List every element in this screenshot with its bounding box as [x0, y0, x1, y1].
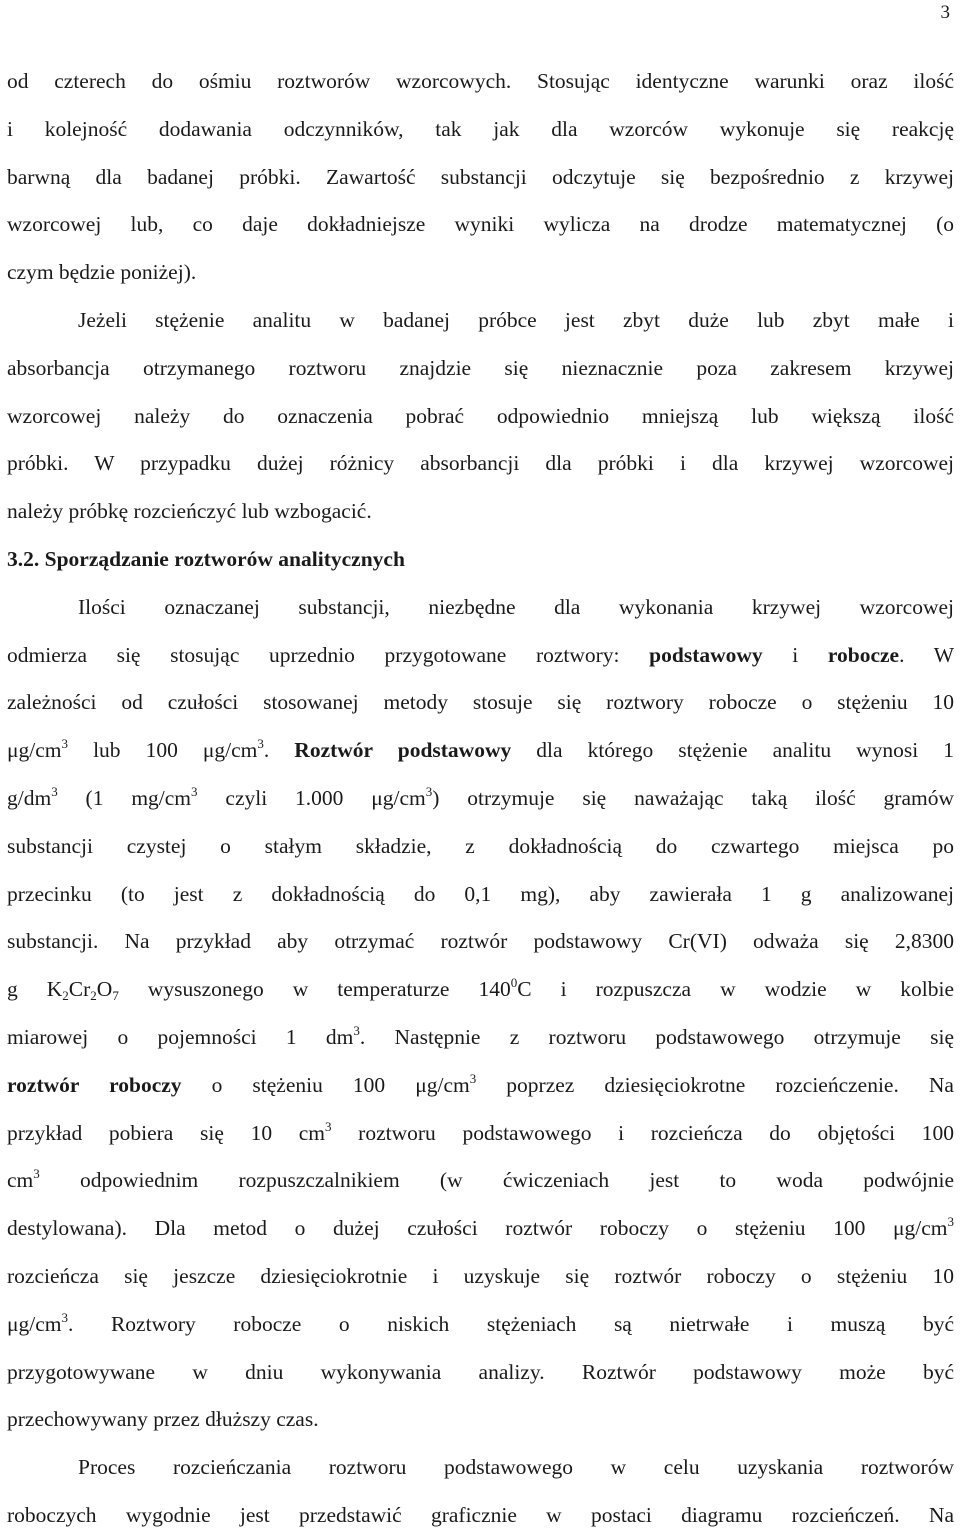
- text-line: [7, 58, 954, 106]
- superscript: 3: [353, 1022, 360, 1038]
- text-line: [7, 1253, 954, 1301]
- text-run: Cr: [68, 977, 91, 1002]
- superscript: 3: [425, 783, 433, 799]
- text-run: przykład pobiera się 10 cm: [7, 1120, 326, 1145]
- text-line: [7, 1014, 954, 1062]
- text-run: .: [263, 738, 295, 763]
- text-line: [7, 297, 954, 345]
- text-run: μg/cm: [7, 1311, 62, 1336]
- text-run: należy próbkę rozcieńczyć lub wzbogacić.: [7, 499, 372, 524]
- text-run: przygotowywane w dniu wykonywania analizy. Roztwór podstawowy może być: [7, 1359, 954, 1384]
- superscript: 3: [191, 783, 198, 799]
- text-line: [7, 106, 954, 154]
- text-line: [7, 679, 954, 727]
- text-run: czym będzie poniżej).: [7, 260, 197, 285]
- text-run: przecinku (to jest z dokładnością do 0,1 mg), aby zawierała 1 g analizowanej: [7, 881, 954, 906]
- page-body: [7, 58, 954, 1540]
- text-run: Jeżeli stężenie analitu w badanej próbce jest zbyt duże lub zbyt małe i: [78, 307, 954, 332]
- text-run: od czterech do ośmiu roztworów wzorcowych. Stosując identyczne warunki oraz ilość: [7, 69, 954, 93]
- text-line: [7, 1396, 954, 1444]
- text-run: destylowana). Dla metod o dużej czułości roztwór roboczy o stężeniu 100 μg/cm: [7, 1216, 948, 1241]
- text-run: o stężeniu 100 μg/cm: [181, 1072, 470, 1097]
- bold-text: Roztwór podstawowy: [294, 738, 512, 763]
- text-line: [7, 584, 954, 632]
- subscript: 2: [90, 988, 97, 1004]
- text-run: odpowiednim rozpuszczalnikiem (w ćwiczeniach jest to woda podwójnie: [39, 1168, 954, 1193]
- text-run: absorbancja otrzymanego roztworu znajdzie się nieznacznie poza zakresem krzywej: [7, 355, 954, 380]
- text-run: substancji czystej o stałym składzie, z dokładnością do czwartego miejsca po: [7, 833, 954, 858]
- text-run: dla którego stężenie analitu wynosi 1: [511, 738, 955, 763]
- text-run: rozcieńcza się jeszcze dziesięciokrotnie i uzyskuje się roztwór roboczy o stężeniu 10: [7, 1263, 954, 1288]
- superscript: 3: [61, 736, 69, 752]
- superscript: 3: [947, 1214, 954, 1230]
- text-run: . Roztwory robocze o niskich stężeniach są nietrwałe i muszą być: [68, 1311, 954, 1336]
- text-line: [7, 536, 954, 584]
- text-run: wzorcowej należy do oznaczenia pobrać odpowiednio mniejszą lub większą ilość: [7, 403, 954, 428]
- bold-text: 3.2. Sporządzanie roztworów analitycznych: [7, 546, 405, 571]
- text-line: [7, 823, 954, 871]
- text-run: odmierza się stosując uprzednio przygotowane roztwory:: [7, 642, 650, 667]
- superscript: 3: [257, 736, 264, 752]
- text-run: Ilości oznaczanej substancji, niezbędne dla wykonania krzywej wzorcowej: [78, 594, 954, 619]
- text-line: [7, 1301, 954, 1349]
- text-line: [7, 727, 954, 775]
- superscript: 0: [510, 975, 518, 991]
- text-run: lub 100 μg/cm: [68, 738, 258, 763]
- text-line: [7, 440, 954, 488]
- text-run: wzorcowej lub, co daje dokładniejsze wyniki wylicza na drodze matematycznej (o: [7, 212, 954, 237]
- text-line: [7, 1157, 954, 1205]
- text-line: [7, 966, 954, 1014]
- bold-text: roztwór roboczy: [7, 1072, 182, 1097]
- text-run: wysuszonego w temperaturze 140: [118, 977, 511, 1002]
- bold-text: podstawowy: [649, 642, 763, 667]
- text-run: czyli 1.000 μg/cm: [197, 785, 426, 810]
- text-line: [7, 488, 954, 536]
- text-line: [7, 1205, 954, 1253]
- text-run: substancji. Na przykład aby otrzymać roztwór podstawowy Cr(VI) odważa się 2,8300: [7, 929, 954, 954]
- text-run: C i rozpuszcza w wodzie w kolbie: [517, 977, 954, 1002]
- text-line: [7, 1062, 954, 1110]
- text-run: O: [96, 977, 113, 1002]
- text-line: [7, 154, 954, 202]
- subscript: 2: [62, 988, 69, 1004]
- superscript: 3: [51, 783, 58, 799]
- text-line: [7, 632, 954, 680]
- text-line: [7, 1492, 954, 1540]
- superscript: 3: [61, 1309, 69, 1325]
- text-line: [7, 775, 954, 823]
- text-run: Proces rozcieńczania roztworu podstawowego w celu uzyskania roztworów: [78, 1455, 954, 1480]
- text-run: μg/cm: [7, 738, 62, 763]
- superscript: 3: [33, 1166, 40, 1182]
- text-run: roztworu podstawowego i rozcieńcza do objętości 100: [331, 1120, 955, 1145]
- page-number: 3: [940, 2, 950, 23]
- text-run: zależności od czułości stosowanej metody stosuje się roztwory robocze o stężeniu 10: [7, 690, 954, 715]
- text-line: [7, 345, 954, 393]
- text-run: cm: [7, 1168, 34, 1193]
- superscript: 3: [469, 1070, 477, 1086]
- text-line: [7, 918, 954, 966]
- bold-text: robocze: [827, 642, 900, 667]
- text-run: . Następnie z roztworu podstawowego otrzymuje się: [359, 1024, 954, 1049]
- text-line: [7, 201, 954, 249]
- text-line: [7, 871, 954, 919]
- text-line: [7, 1444, 954, 1492]
- text-run: . W: [899, 642, 954, 667]
- subscript: 7: [112, 988, 119, 1004]
- text-run: próbki. W przypadku dużej różnicy absorbancji dla próbki i dla krzywej wzorcowej: [7, 451, 954, 476]
- text-run: g/dm: [7, 785, 52, 810]
- text-run: miarowej o pojemności 1 dm: [7, 1024, 354, 1049]
- text-run: poprzez dziesięciokrotne rozcieńczenie. Na: [476, 1072, 954, 1097]
- text-run: barwną dla badanej próbki. Zawartość substancji odczytuje się bezpośrednio z krzywej: [7, 164, 954, 189]
- superscript: 3: [325, 1118, 332, 1134]
- text-run: g K: [7, 977, 63, 1002]
- text-line: [7, 249, 954, 297]
- text-line: [7, 393, 954, 441]
- text-run: (1 mg/cm: [57, 785, 192, 810]
- text-run: ) otrzymuje się naważając taką ilość gramów: [432, 785, 955, 810]
- text-run: roboczych wygodnie jest przedstawić graficznie w postaci diagramu rozcieńczeń. Na: [7, 1502, 954, 1527]
- text-run: i kolejność dodawania odczynników, tak jak dla wzorców wykonuje się reakcję: [7, 116, 954, 141]
- text-line: [7, 1349, 954, 1397]
- text-run: przechowywany przez dłuższy czas.: [7, 1407, 319, 1432]
- text-run: i: [762, 642, 828, 667]
- text-line: [7, 1110, 954, 1158]
